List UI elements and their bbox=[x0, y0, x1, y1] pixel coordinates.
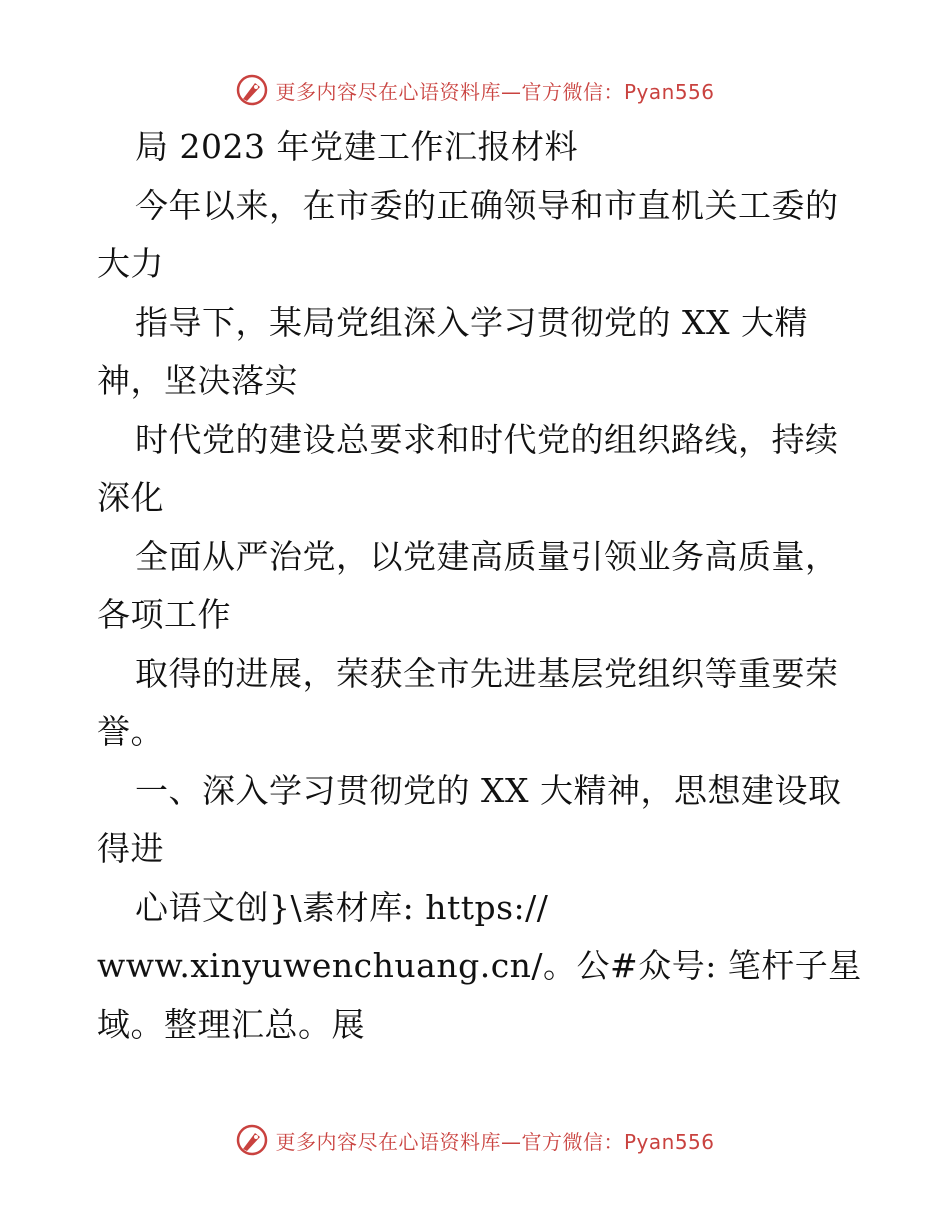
paragraph-line: 取得的进展，荣获全市先进基层党组织等重要荣 bbox=[135, 653, 839, 693]
paragraph-line: 各项工作 bbox=[97, 595, 231, 634]
watermark-text: 更多内容尽在心语资料库—官方微信：Pyan556 bbox=[275, 1129, 715, 1154]
watermark-text: 更多内容尽在心语资料库—官方微信：Pyan556 bbox=[275, 79, 715, 104]
paragraph-line: 今年以来，在市委的正确领导和市直机关工委的 bbox=[135, 185, 839, 225]
paragraph-line: www.xinyuwenchuang.cn/。公#众号: 笔杆子星 bbox=[97, 946, 862, 985]
section-heading: 一、深入学习贯彻党的 XX 大精神，思想建设取 bbox=[135, 770, 842, 810]
pen-nib-logo-icon bbox=[235, 73, 269, 107]
paragraph-line: 神，坚决落实 bbox=[97, 361, 298, 400]
pen-nib-logo-icon bbox=[235, 1123, 269, 1157]
paragraph-line: 域。整理汇总。展 bbox=[97, 1004, 365, 1044]
document-title: 局 2023 年党建工作汇报材料 bbox=[135, 127, 578, 166]
paragraph-line: 全面从严治党，以党建高质量引领业务高质量， bbox=[135, 536, 839, 576]
document-body bbox=[97, 118, 877, 1054]
paragraph-line: 大力 bbox=[97, 244, 164, 283]
paragraph-line: 指导下，某局党组深入学习贯彻党的 XX 大精 bbox=[135, 302, 808, 342]
paragraph-line: 得进 bbox=[97, 829, 164, 868]
paragraph-line: 心语文创}\素材库: https:// bbox=[135, 887, 549, 927]
paragraph-line: 誉。 bbox=[97, 712, 164, 751]
header-watermark bbox=[0, 70, 950, 110]
footer-watermark bbox=[0, 1120, 950, 1160]
paragraph-line: 时代党的建设总要求和时代党的组织路线，持续 bbox=[135, 419, 839, 459]
paragraph-line: 深化 bbox=[97, 478, 164, 517]
